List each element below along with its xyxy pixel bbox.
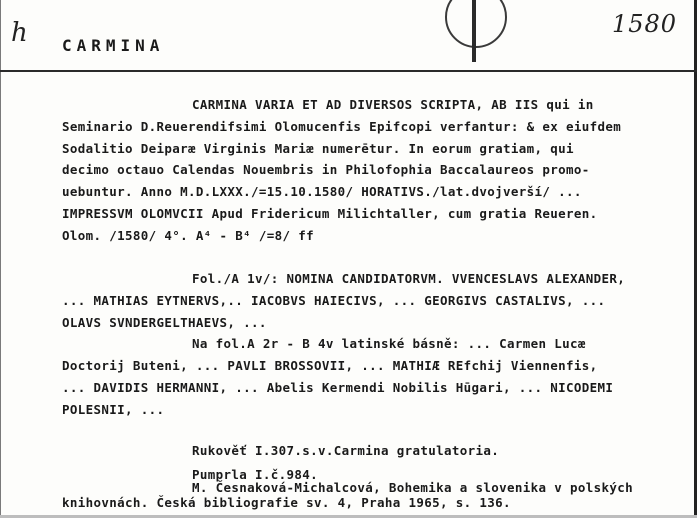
title-line-2: Seminario D.Reuerendifsimi Olomucenfis Epifcopi verfantur: & ex eiufdem: [62, 119, 622, 134]
heading-rule: [0, 70, 697, 72]
contents-line-4: Na fol.A 2r - B 4v latinské básně: ... Carmen Lucæ: [192, 336, 586, 351]
handwritten-year: 1580: [612, 10, 678, 38]
contents-line-1: Fol./A 1v/: NOMINA CANDIDATORVM. VVENCESLAVS ALEXANDER,: [192, 271, 626, 286]
reference-rukovet: Rukověť I.307.s.v.Carmina gratulatoria.: [192, 443, 500, 458]
punch-hole-slit: [472, 0, 476, 62]
imprint-line-1: IMPRESSVM OLOMVCII Apud Fridericum Milichtaller, cum gratia Reueren.: [62, 206, 598, 221]
title-line-3: Sodalitio Deiparæ Virginis Mariæ numerētur. In eorum gratiam, qui: [62, 141, 574, 156]
reference-cesnakova-2: knihovnách. Česká bibliografie sv. 4, Praha 1965, s. 136.: [62, 495, 511, 510]
title-line-4: decimo octauo Calendas Nouembris in Philofophia Baccalaureos promo-: [62, 162, 590, 177]
card-left-edge: [0, 0, 1, 518]
contents-line-5: Doctorij Buteni, ... PAVLI BROSSOVII, ... MATHIÆ REfchij Viennenfis,: [62, 358, 598, 373]
contents-line-3: OLAVS SVNDERGELTHAEVS, ...: [62, 315, 267, 330]
punch-hole: [445, 0, 507, 48]
contents-line-6: ... DAVIDIS HERMANNI, ... Abelis Kermendi Nobilis Hūgari, ... NICODEMI: [62, 380, 614, 395]
handwritten-mark-left: h: [11, 18, 28, 48]
title-line-1: CARMINA VARIA ET AD DIVERSOS SCRIPTA, AB IIS qui in: [192, 97, 594, 112]
reference-cesnakova-1: M. Česnaková-Michalcová, Bohemika a slovenika v polských: [192, 480, 634, 495]
contents-line-2: ... MATHIAS EYTNERVS,.. IACOBVS HAIECIVS, ... GEORGIVS CASTALIVS, ...: [62, 293, 606, 308]
reference-pumprla: Pumprla I.č.984.: [192, 467, 319, 482]
title-line-5: uebuntur. Anno M.D.LXXX./=15.10.1580/ HORATIVS./lat.dvojverší/ ...: [62, 184, 582, 199]
contents-line-7: POLESNII, ...: [62, 402, 165, 417]
imprint-line-2: Olom. /1580/ 4°. A⁴ - B⁴ /=8/ ff: [62, 228, 315, 243]
card-heading: CARMINA: [62, 36, 165, 55]
